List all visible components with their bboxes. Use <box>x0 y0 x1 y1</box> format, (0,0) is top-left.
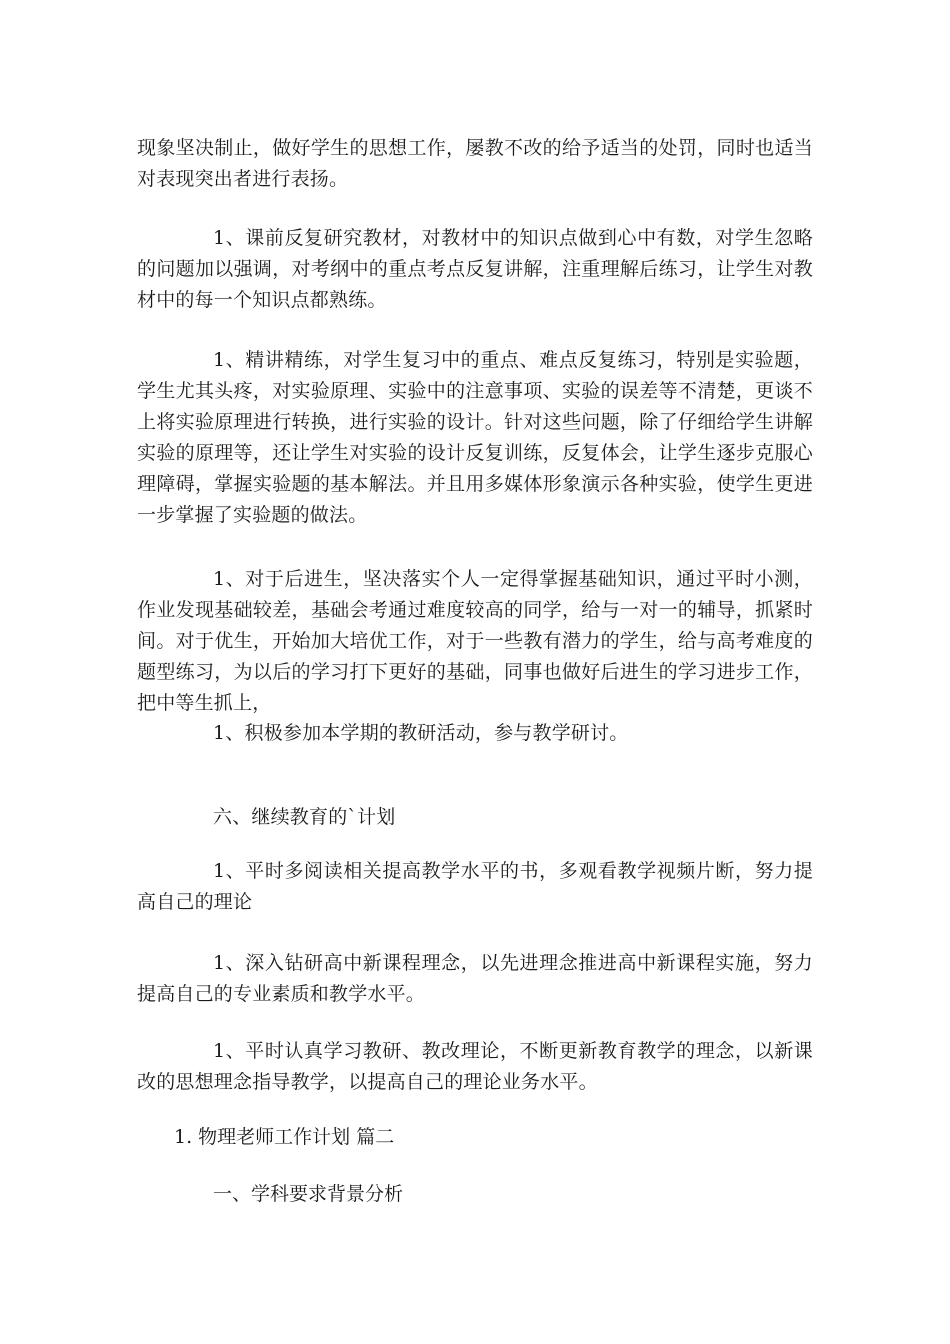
section-title: 1. 物理老师工作计划 篇二 <box>174 1126 395 1148</box>
paragraph-reading-plan: 1、平时多阅读相关提高教学水平的书，多观看教学视频片断，努力提高自己的理论 <box>137 860 813 913</box>
paragraph-new-curriculum: 1、深入钻研高中新课程理念，以先进理念推进高中新课程实施，努力提高自己的专业素质和教学水平。 <box>137 952 813 1005</box>
subsection-title: 一、学科要求背景分析 <box>213 1183 404 1205</box>
paragraph-textbook-study: 1、课前反复研究教材，对教材中的知识点做到心中有数，对学生忽略的问题加以强调，对考纲中的重点考点反复讲解，注重理解后练习，让学生对教材中的每一个知识点都熟练。 <box>137 227 813 311</box>
paragraph-teaching-research: 1、积极参加本学期的教研活动，参与教学研讨。 <box>213 722 629 744</box>
paragraph-theory-study: 1、平时认真学习教研、教改理论，不断更新教育教学的理念，以新课改的思想理念指导教学，以提高自己的理论业务水平。 <box>137 1040 813 1093</box>
heading-continuing-education: 六、继续教育的`计划 <box>213 806 396 828</box>
paragraph-discipline-continuation: 现象坚决制止，做好学生的思想工作，屡教不改的给予适当的处罚，同时也适当对表现突出者进行表扬。 <box>137 137 813 190</box>
paragraph-student-tiers: 1、对于后进生，坚决落实个人一定得掌握基础知识，通过平时小测，作业发现基础较差，基础会考通过难度较高的同学，给与一对一的辅导，抓紧时间。对于优生，开始加大培优工作，对于一些教有潜力的学生，给与高考难度的题型练习，为以后的学习打下更好的基础，同事也做好后进生的学习进步工作，把中等生抓上， <box>137 568 813 714</box>
paragraph-focused-practice: 1、精讲精练，对学生复习中的重点、难点反复练习，特别是实验题，学生尤其头疼，对实验原理、实验中的注意事项、实验的误差等不清楚，更谈不上将实验原理进行转换，进行实验的设计。针对这些问题，除了仔细给学生讲解实验的原理等，还让学生对实验的设计反复训练，反复体会，让学生逐步克服心理障碍，掌握实验题的基本解法。并且用多媒体形象演示各种实验，使学生更进一步掌握了实验题的做法。 <box>137 349 813 526</box>
